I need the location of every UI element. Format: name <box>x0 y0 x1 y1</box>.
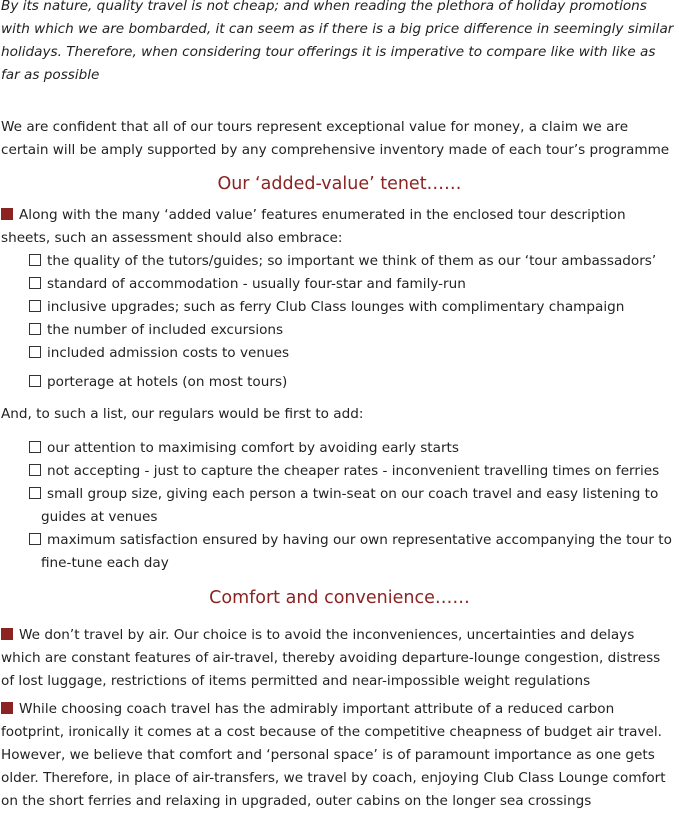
regulars-item-text: maximum satisfaction ensured by having our own representative accompanying the tour to <box>47 532 672 548</box>
checklist-item-text: the number of included excursions <box>47 322 284 338</box>
checkbox-icon <box>29 346 41 358</box>
bullet-text: We don’t travel by air. Our choice is to avoid the inconveniences, uncertainties and delays which are constant features of air-travel, thereby avoiding departure-lounge congestion, distress of lost luggage, restrictions of items permitted and near-impossible weight regulations <box>1 627 661 689</box>
checklist-item <box>29 296 675 319</box>
checkbox-icon <box>29 533 41 545</box>
bullet-text: Along with the many ‘added value’ features enumerated in the enclosed tour description sheets, such an assessment should also embrace: <box>1 207 626 246</box>
checklist-item <box>29 371 675 394</box>
comfort-bullet-coach <box>1 698 677 813</box>
regulars-item <box>29 460 675 483</box>
checkbox-icon <box>29 254 41 266</box>
checklist-item-text: the quality of the tutors/guides; so important we think of them as our ‘tour ambassadors’ <box>47 253 657 269</box>
checkbox-icon <box>29 277 41 289</box>
regulars-item-text: not accepting - just to capture the cheaper rates - inconvenient travelling times on ferries <box>47 463 660 479</box>
regulars-item-text: small group size, giving each person a twin-seat on our coach travel and easy listening to <box>47 486 659 502</box>
regulars-item-continuation: guides at venues <box>41 509 158 525</box>
regulars-item-continuation: fine-tune each day <box>41 555 169 571</box>
regulars-intro: And, to such a list, our regulars would be first to add: <box>1 406 364 422</box>
regulars-item-text: our attention to maximising comfort by avoiding early starts <box>47 440 459 456</box>
checkbox-icon <box>29 375 41 387</box>
bullet-square-icon <box>1 208 13 220</box>
checkbox-icon <box>29 441 41 453</box>
bullet-text: While choosing coach travel has the admirably important attribute of a reduced carbon footprint, ironically it comes at a cost because of the competitive cheapness of budget air travel. However, we believe that comfort and ‘personal space’ is of paramount importance as one gets older. Therefore, in place of air-transfers, we travel by coach, enjoying Club Class Lounge comfort on the short ferries and relaxing in upgraded, outer cabins on the longer sea crossings <box>1 701 666 809</box>
checkbox-icon <box>29 300 41 312</box>
regulars-item <box>29 437 675 460</box>
regulars-item <box>29 483 675 529</box>
checklist-item-text: inclusive upgrades; such as ferry Club Class lounges with complimentary champaign <box>47 299 625 315</box>
added-value-bullet <box>1 204 677 250</box>
bullet-square-icon <box>1 702 13 714</box>
value-paragraph: We are confident that all of our tours represent exceptional value for money, a claim we are certain will be amply supported by any comprehensive inventory made of each tour’s programme <box>1 119 670 158</box>
checklist-item-text: included admission costs to venues <box>47 345 290 361</box>
checkbox-icon <box>29 464 41 476</box>
bullet-square-icon <box>1 628 13 640</box>
checkbox-icon <box>29 323 41 335</box>
intro-italic-paragraph: By its nature, quality travel is not cheap; and when reading the plethora of holiday promotions with which we are bombarded, it can seem as if there is a big price difference in seemingly similar holidays. Therefore, when considering tour offerings it is imperative to compare like with like as far as possible <box>1 0 674 83</box>
checklist-item-text: porterage at hotels (on most tours) <box>47 374 288 390</box>
checklist-item <box>29 319 675 342</box>
comfort-bullet-air <box>1 624 677 693</box>
section-heading-added-value: Our ‘added-value’ tenet…… <box>217 174 462 194</box>
checklist-item <box>29 342 675 365</box>
checklist-item <box>29 250 675 273</box>
checkbox-icon <box>29 487 41 499</box>
section-heading-comfort: Comfort and convenience…… <box>209 588 470 608</box>
regulars-item <box>29 529 675 575</box>
checklist-item <box>29 273 675 296</box>
checklist-item-text: standard of accommodation - usually four-star and family-run <box>47 276 466 292</box>
